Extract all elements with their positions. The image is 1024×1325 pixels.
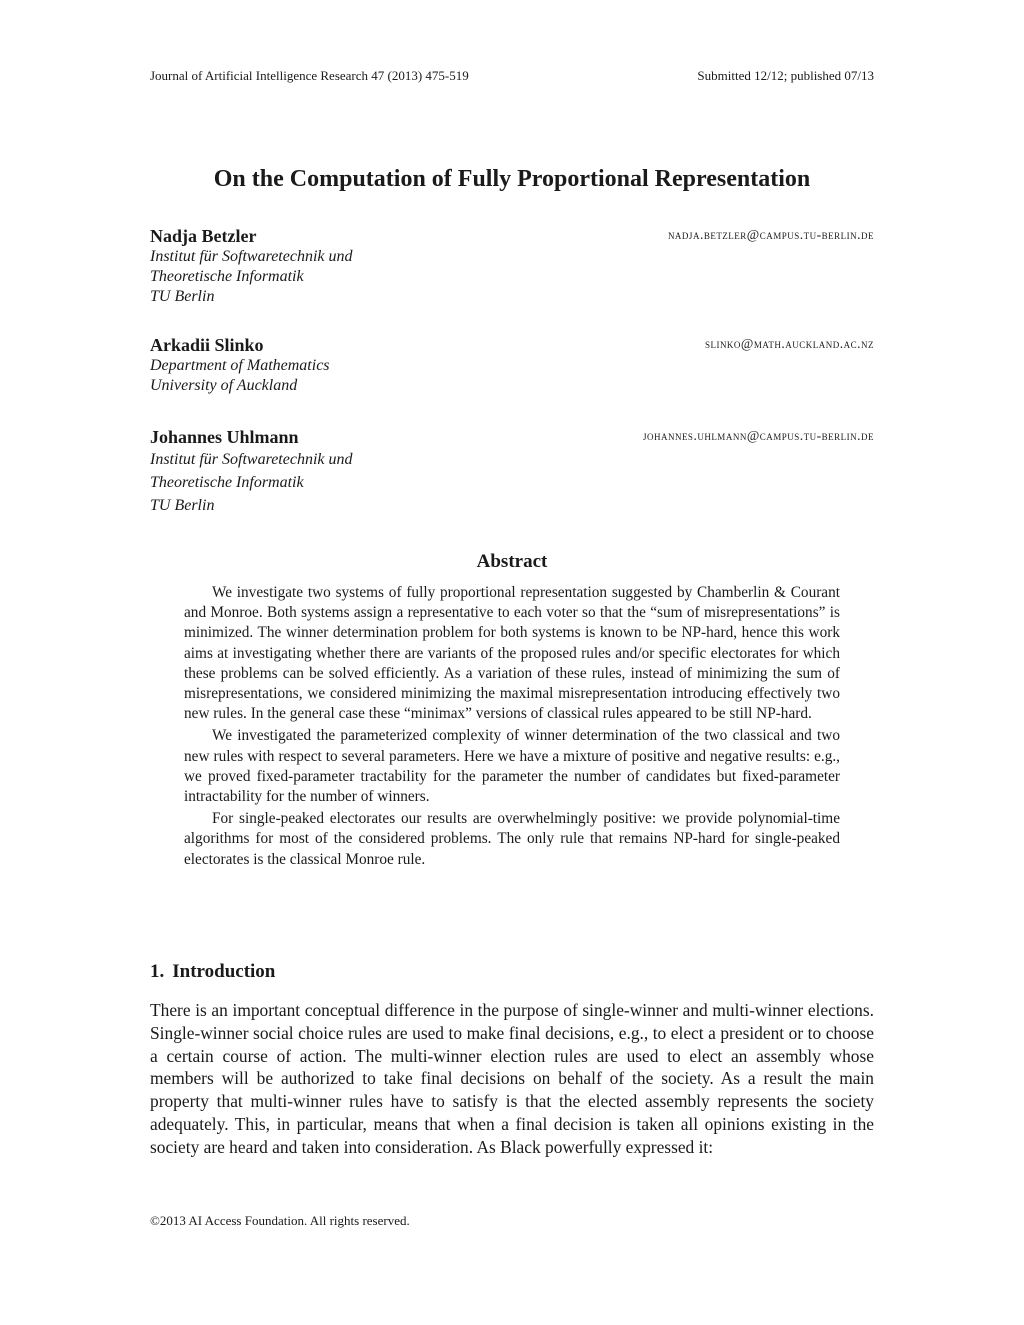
abstract-paragraph: For single-peaked electorates our results are overwhelmingly positive: we provide polynomial-time algorithms for most of the considered problems. The only rule that remains NP-hard for single-peaked electorates is the classical Monroe rule. [184, 810, 840, 868]
section-body [150, 999, 874, 1159]
abstract-paragraph: We investigate two systems of fully proportional representation suggested by Chamberlin & Courant and Monroe. Both systems assign a representative to each voter so that the “sum of misrepresentations” is minimized. The winner determination problem for both systems is known to be NP-hard, hence this work aims at investigating whether there are variants of the proposed rules and/or specific electorates for which these problems can be solved efficiently. As a variation of these rules, instead of minimizing the sum of misrepresentations, we considered minimizing the maximal misrepresentation introducing effectively two new rules. In the general case these “minimax” versions of classical rules appeared to be still NP-hard. [184, 584, 840, 723]
abstract-heading: Abstract [476, 551, 548, 572]
section-title: Introduction [172, 961, 276, 982]
copyright-footer: ©2013 AI Access Foundation. All rights reserved. [150, 1213, 410, 1228]
author-affiliation-line: Department of Mathematics [150, 357, 330, 374]
section-number: 1. [150, 961, 165, 982]
author-email[interactable]: slinko@math.auckland.ac.nz [704, 336, 874, 351]
abstract-paragraph: We investigated the parameterized complexity of winner determination of the two classical and two new rules with respect to several parameters. Here we have a mixture of positive and negative results: e.g., we proved fixed-parameter tractability for the parameter the number of candidates but fixed-parameter intractability for the number of winners. [184, 727, 840, 806]
journal-header: Journal of Artificial Intelligence Research 47 (2013) 475-519 [150, 68, 469, 83]
paper-title: On the Computation of Fully Proportional Representation [213, 166, 811, 192]
author-affiliation-line: Theoretische Informatik [150, 474, 304, 491]
author-affiliation-line: TU Berlin [150, 288, 215, 305]
author-block [150, 426, 874, 517]
author-affiliation-line: Theoretische Informatik [150, 268, 304, 285]
author-affiliation-line: TU Berlin [150, 497, 215, 514]
author-email[interactable]: johannes.uhlmann@campus.tu-berlin.de [642, 428, 874, 443]
author-name: Nadja Betzler [150, 226, 257, 246]
author-name: Johannes Uhlmann [150, 427, 299, 447]
section-heading [150, 961, 275, 983]
author-name: Arkadii Slinko [150, 335, 264, 355]
body-paragraph: There is an important conceptual difference in the purpose of single-winner and multi-winner elections. Single-winner social choice rules are used to make final decisions, e.g., to elect a president or to choose a certain course of action. The multi-winner election rules are used to elect an assembly whose members will be authorized to take final decisions on behalf of the society. As a result the main property that multi-winner rules have to satisfy is that the elected assembly represents the society adequately. This, in particular, means that when a final decision is taken all opinions existing in the society are heard and taken into consideration. As Black powerfully expressed it: [150, 1000, 874, 1157]
author-block [150, 334, 874, 396]
author-email[interactable]: nadja.betzler@campus.tu-berlin.de [667, 227, 874, 242]
author-affiliation-line: University of Auckland [150, 377, 298, 394]
author-affiliation-line: Institut für Softwaretechnik und [150, 248, 353, 265]
submission-dates: Submitted 12/12; published 07/13 [697, 68, 874, 83]
author-block [150, 225, 874, 307]
author-affiliation-line: Institut für Softwaretechnik und [150, 451, 353, 468]
abstract-body [184, 583, 840, 872]
